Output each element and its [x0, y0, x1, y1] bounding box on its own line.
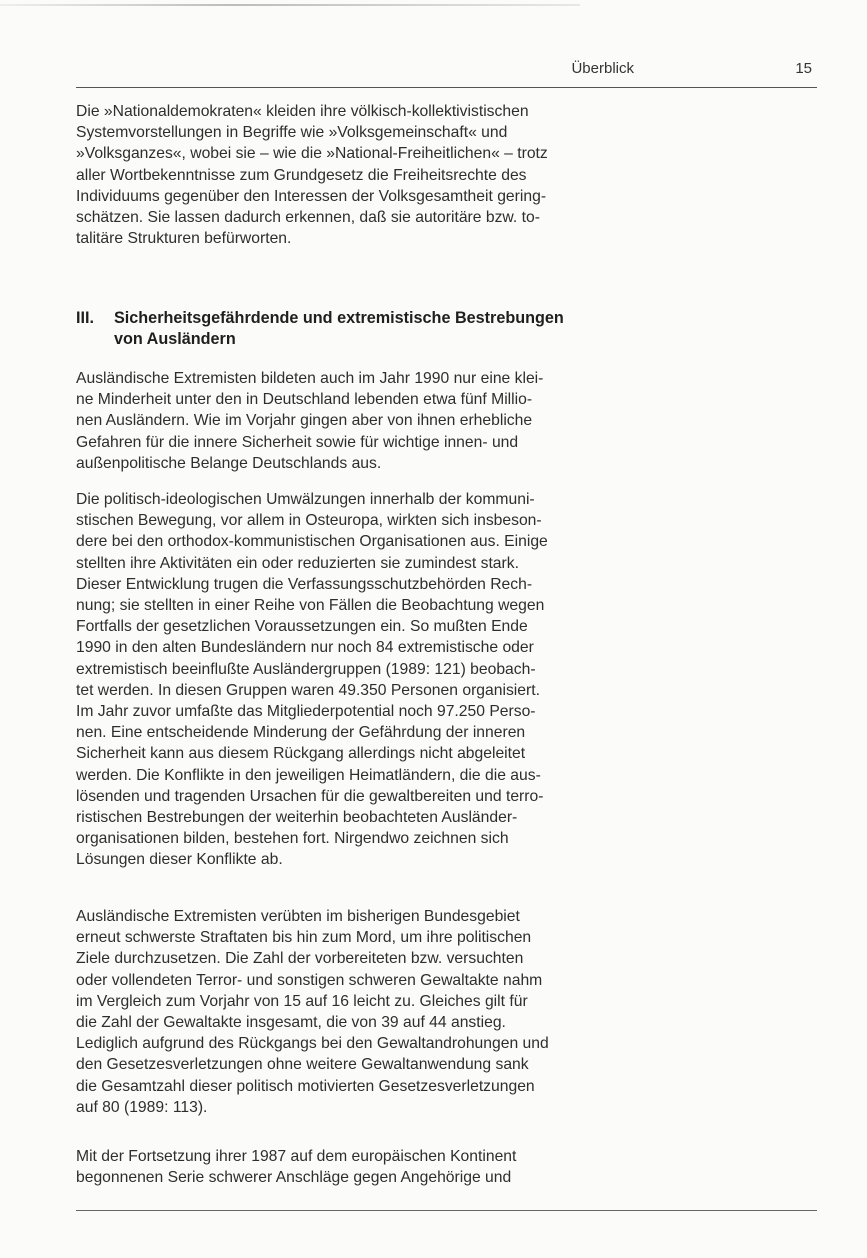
text-line: Dieser Entwicklung trugen die Verfassungsschutzbehörden Rech- [76, 575, 533, 593]
text-line: schätzen. Sie lassen dadurch erkennen, daß sie autoritäre bzw. to- [76, 209, 540, 227]
text-line: Fortfalls der gesetzlichen Voraussetzungen ein. So mußten Ende [76, 618, 528, 636]
text-line: Ausländische Extremisten bildeten auch im Jahr 1990 nur eine klei- [76, 370, 544, 387]
text-line: nen. Eine entscheidende Minderung der Gefährdung der inneren [76, 724, 526, 742]
section-heading-title-line1: Sicherheitsgefährdende und extremistische Bestrebungen [114, 309, 564, 327]
text-line: ne Minderheit unter den in Deutschland lebenden etwa fünf Millio- [76, 391, 533, 409]
page-number: 15 [795, 60, 812, 77]
text-line: den Gesetzesverletzungen ohne weitere Gewaltanwendung sank [76, 1056, 529, 1074]
text-line: erneut schwerste Straftaten bis hin zum Mord, um ihre politischen [76, 929, 532, 947]
running-header [76, 60, 816, 84]
text-line: Individuums gegenüber den Interessen der Volksgesamtheit gering- [76, 187, 547, 205]
text-line: tet werden. In diesen Gruppen waren 49.350 Personen organisiert. [76, 681, 540, 699]
text-line: außenpolitische Belange Deutschlands aus. [76, 454, 382, 472]
text-line: stellten ihre Aktivitäten ein oder reduzierten sie zumindest stark. [76, 554, 519, 572]
text-line: werden. Die Konflikte in den jeweiligen Heimatländern, die die aus- [76, 766, 541, 784]
text-line: oder vollendeten Terror- und sonstigen schweren Gewaltakte nahm [76, 971, 543, 989]
text-line: 1990 in den alten Bundesländern nur noch 84 extremistische oder [76, 639, 534, 657]
text-line: im Vergleich zum Vorjahr von 15 auf 16 leicht zu. Gleiches gilt für [76, 992, 528, 1010]
text-line: nung; sie stellten in einer Reihe von Fällen die Beobachtung wegen [76, 597, 545, 615]
text-line: Die politisch-ideologischen Umwälzungen innerhalb der kommuni- [76, 491, 535, 508]
text-line: Lediglich aufgrund des Rückgangs bei den Gewaltandrohungen und [76, 1035, 549, 1053]
section-heading [76, 308, 656, 350]
text-line: talitäre Strukturen befürworten. [76, 230, 292, 248]
text-line: stischen Bewegung, vor allem in Osteuropa, wirkten sich insbeson- [76, 512, 542, 530]
text-line: Die »Nationaldemokraten« kleiden ihre völkisch-kollektivistischen [76, 103, 529, 120]
text-line: aller Wortbekenntnisse zum Grundgesetz die Freiheitsrechte des [76, 166, 527, 184]
running-header-section: Überblick [571, 60, 634, 77]
footer-rule [76, 1210, 817, 1211]
paragraph-intro [76, 101, 636, 249]
paragraph-continuation [76, 1146, 636, 1188]
text-line: Lösungen dieser Konflikte ab. [76, 851, 283, 869]
text-line: die Zahl der Gewaltakte insgesamt, die von 39 auf 44 anstieg. [76, 1014, 506, 1032]
paragraph-crimes [76, 906, 636, 1118]
section-heading-title-line2: von Ausländern [114, 330, 236, 349]
text-line: dere bei den orthodox-kommunistischen Organisationen aus. Einige [76, 533, 548, 551]
text-line: »Volksganzes«, wobei sie – wie die »National-Freiheitlichen« – trotz [76, 145, 548, 163]
text-line: Mit der Fortsetzung ihrer 1987 auf dem europäischen Kontinent [76, 1148, 517, 1165]
paragraph-upheaval [76, 489, 636, 871]
text-line: auf 80 (1989: 113). [76, 1098, 208, 1116]
text-line: Im Jahr zuvor umfaßte das Mitgliederpotential noch 97.250 Perso- [76, 703, 536, 721]
text-line: Gefahren für die innere Sicherheit sowie für wichtige innen- und [76, 433, 519, 451]
text-line: extremistisch beeinflußte Ausländergruppen (1989: 121) beobach- [76, 660, 536, 678]
text-line: Ausländische Extremisten verübten im bisherigen Bundesgebiet [76, 908, 520, 925]
text-line: Systemvorstellungen in Begriffe wie »Volksgemeinschaft« und [76, 124, 508, 142]
text-line: Ziele durchzusetzen. Die Zahl der vorbereiteten bzw. versuchten [76, 950, 524, 968]
text-line: ristischen Bestrebungen der weiterhin beobachteten Ausländer- [76, 809, 518, 827]
scan-edge-line [0, 4, 580, 6]
text-line: die Gesamtzahl dieser politisch motivierten Gesetzesverletzungen [76, 1077, 535, 1095]
section-heading-number: III. [76, 309, 94, 327]
text-line: Sicherheit kann aus diesem Rückgang allerdings nicht abgeleitet [76, 745, 526, 763]
text-line: lösenden und tragenden Ursachen für die gewaltbereiten und terro- [76, 787, 544, 805]
text-line: nen Ausländern. Wie im Vorjahr gingen aber von ihnen erhebliche [76, 412, 533, 430]
paragraph-minority [76, 368, 636, 474]
text-line: organisationen bilden, bestehen fort. Nirgendwo zeichnen sich [76, 830, 509, 848]
text-line: begonnenen Serie schwerer Anschläge gegen Angehörige und [76, 1169, 512, 1187]
header-rule [76, 87, 817, 88]
